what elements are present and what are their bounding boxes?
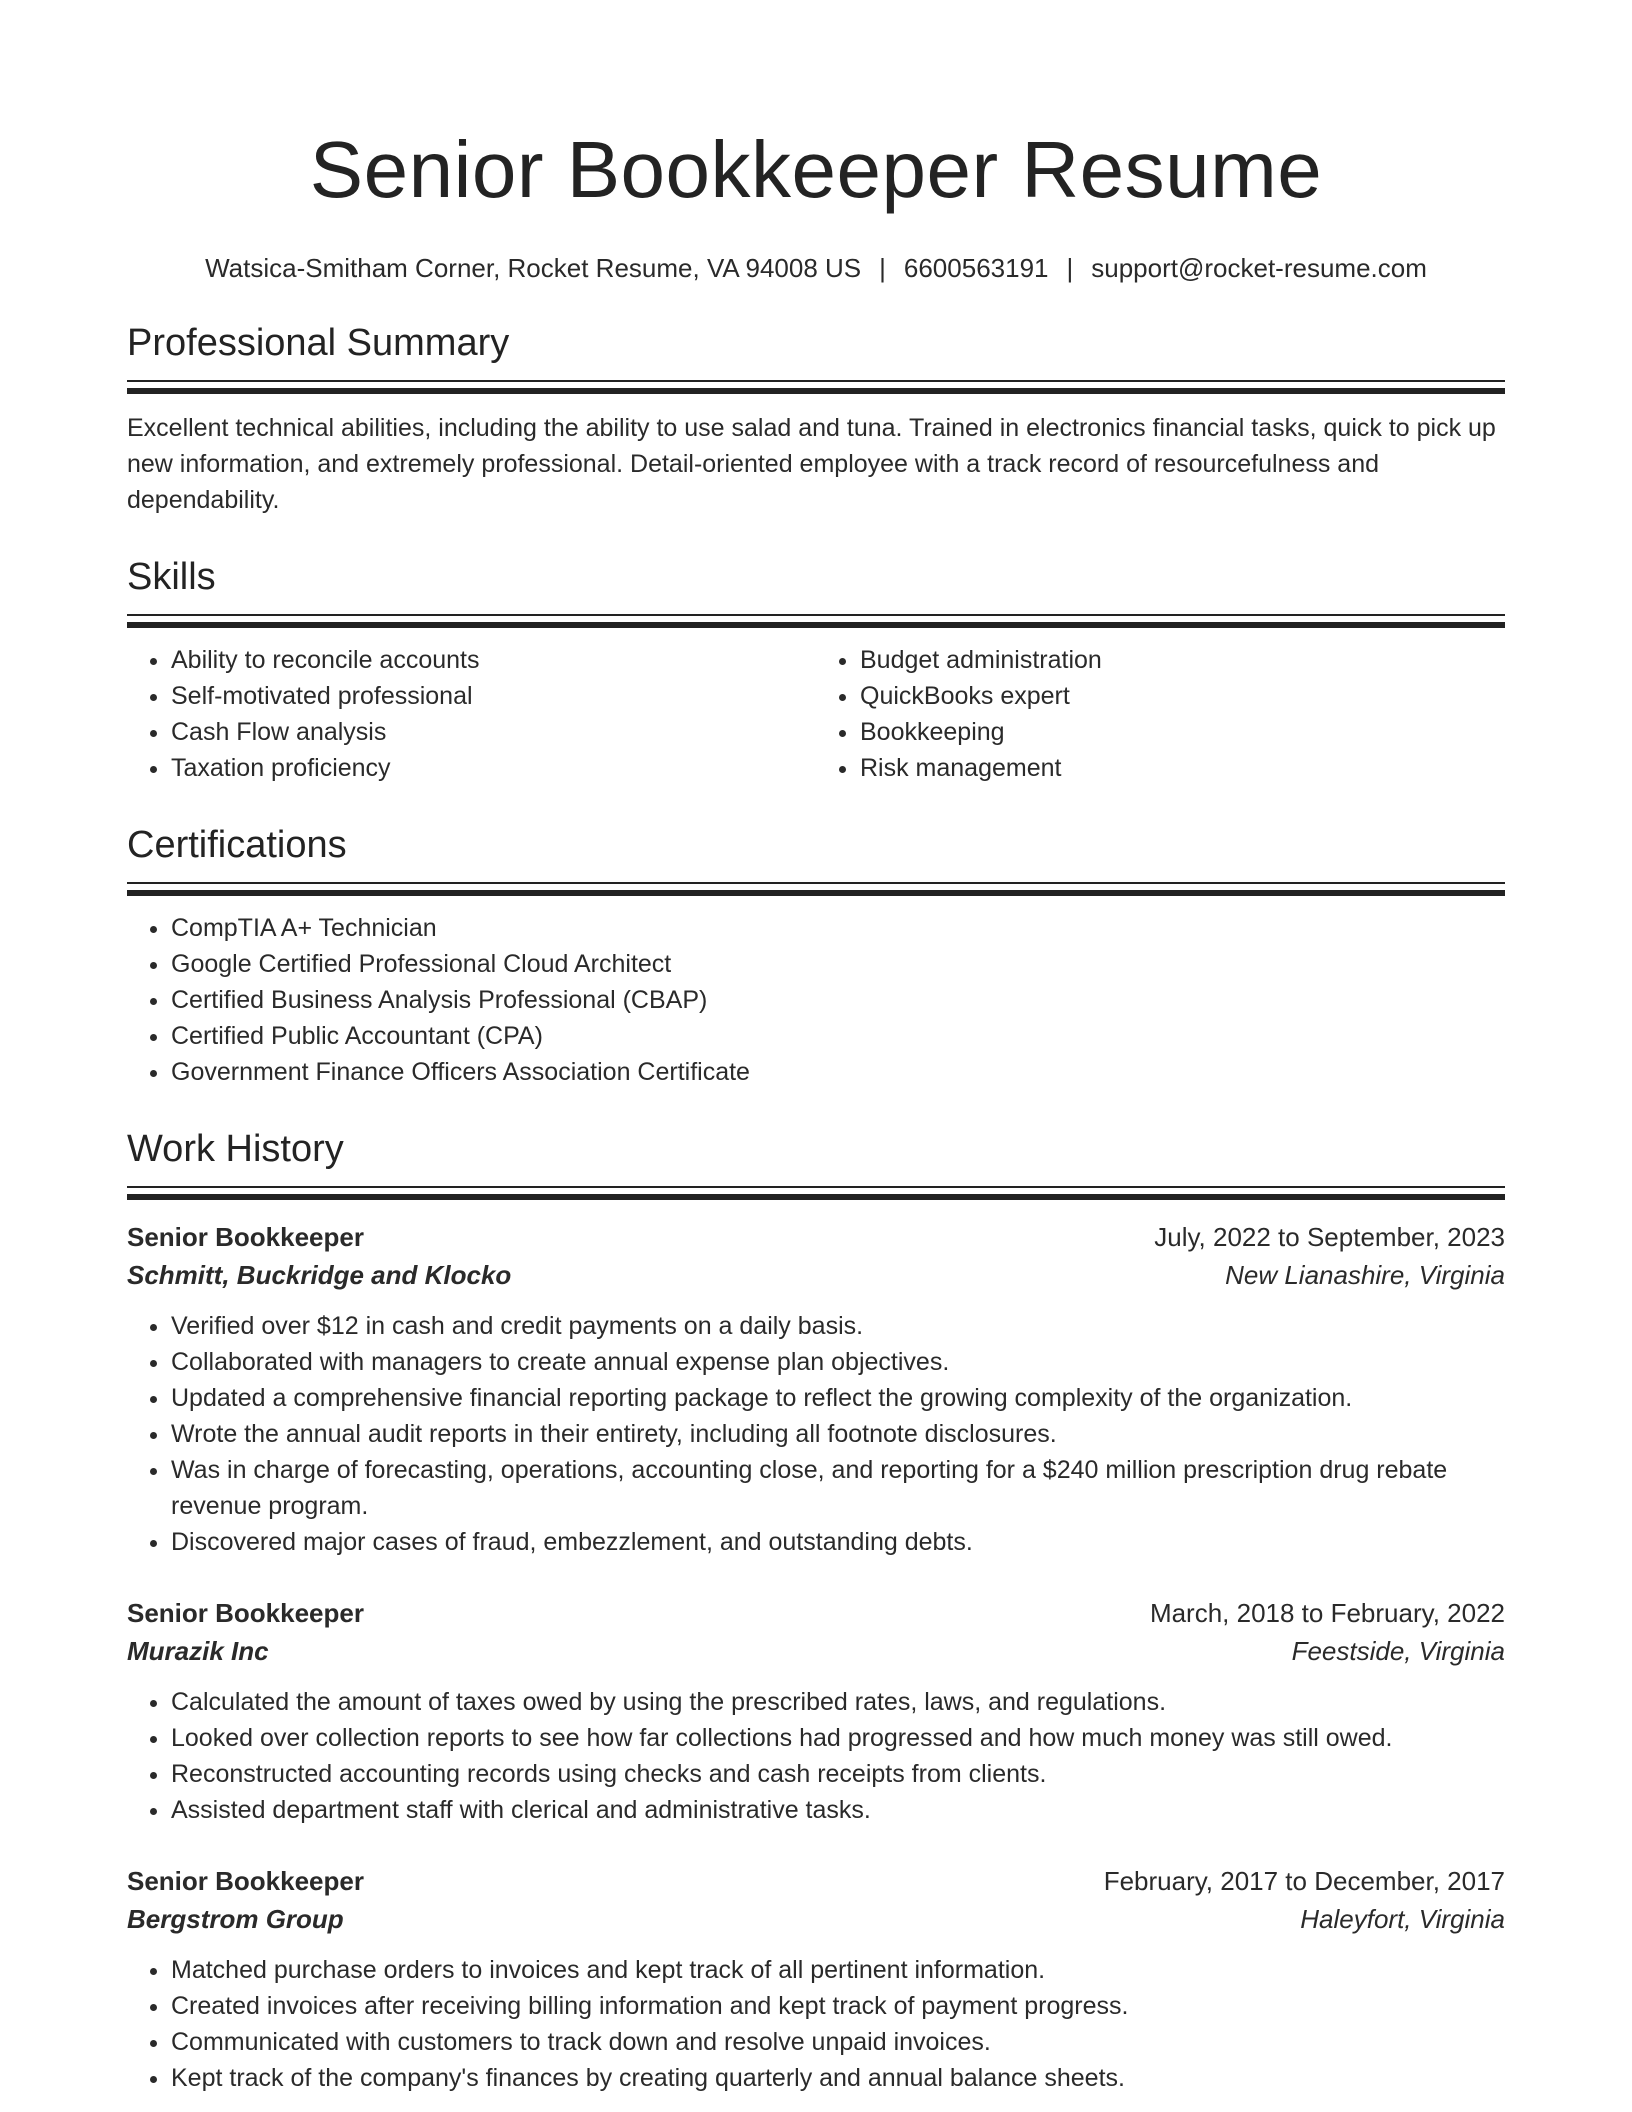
- job-bullet: • Discovered major cases of fraud, embezzlement, and outstanding debts.: [171, 1524, 1505, 1560]
- job-header-row: [127, 1594, 1505, 1632]
- job-bullet: • Looked over collection reports to see how far collections had progressed and how much money was still owed.: [171, 1720, 1505, 1756]
- resume-title: Senior Bookkeeper Resume: [309, 125, 1323, 214]
- job-employer-row: [127, 1900, 1505, 1938]
- job-dates: March, 2018 to February, 2022: [1149, 1598, 1505, 1628]
- section-divider: [127, 614, 1505, 628]
- contact-separator: |: [879, 253, 886, 283]
- section-divider: [127, 380, 1505, 394]
- skill-item: • Self-motivated professional: [171, 678, 816, 714]
- skill-item: • QuickBooks expert: [860, 678, 1505, 714]
- job-entry: [127, 1862, 1505, 2096]
- contact-line: [127, 252, 1505, 284]
- job-bullet: • Matched purchase orders to invoices and kept track of all pertinent information.: [171, 1952, 1505, 1988]
- job-entry: [127, 1218, 1505, 1560]
- work-history-section: [127, 1126, 1505, 2096]
- job-location: Haleyfort, Virginia: [1300, 1904, 1505, 1934]
- job-company: Schmitt, Buckridge and Klocko: [127, 1260, 512, 1290]
- skills-grid: [127, 642, 1505, 786]
- summary-section: [127, 320, 1505, 518]
- certifications-heading: Certifications: [127, 824, 347, 866]
- certification-item: • Certified Business Analysis Professional (CBAP): [171, 982, 1505, 1018]
- certifications-section: [127, 822, 1505, 1090]
- job-dates: February, 2017 to December, 2017: [1103, 1866, 1505, 1896]
- job-bullet: • Calculated the amount of taxes owed by using the prescribed rates, laws, and regulations.: [171, 1684, 1505, 1720]
- job-header-row: [127, 1862, 1505, 1900]
- job-bullet: • Created invoices after receiving billing information and kept track of payment progress.: [171, 1988, 1505, 2024]
- job-title: Senior Bookkeeper: [127, 1866, 364, 1896]
- skill-item: • Risk management: [860, 750, 1505, 786]
- skills-list-left: [127, 642, 816, 786]
- job-company: Bergstrom Group: [127, 1904, 344, 1934]
- job-header-row: [127, 1218, 1505, 1256]
- job-bullets: [127, 1952, 1505, 2096]
- skill-item: • Taxation proficiency: [171, 750, 816, 786]
- contact-address: Watsica-Smitham Corner, Rocket Resume, VA 94008 US: [205, 253, 862, 283]
- job-title: Senior Bookkeeper: [127, 1222, 364, 1252]
- skill-item: • Ability to reconcile accounts: [171, 642, 816, 678]
- certifications-list: [127, 910, 1505, 1090]
- skill-item: • Cash Flow analysis: [171, 714, 816, 750]
- job-company: Murazik Inc: [127, 1636, 269, 1666]
- job-employer-row: [127, 1632, 1505, 1670]
- job-bullets: [127, 1684, 1505, 1828]
- contact-email: support@rocket-resume.com: [1091, 253, 1427, 283]
- skills-section: [127, 554, 1505, 786]
- job-bullet: • Communicated with customers to track down and resolve unpaid invoices.: [171, 2024, 1505, 2060]
- certification-item: • Certified Public Accountant (CPA): [171, 1018, 1505, 1054]
- job-location: Feestside, Virginia: [1291, 1636, 1505, 1666]
- job-bullet: • Wrote the annual audit reports in their entirety, including all footnote disclosures.: [171, 1416, 1505, 1452]
- job-bullet: • Updated a comprehensive financial reporting package to reflect the growing complexity of the organization.: [171, 1380, 1505, 1416]
- skill-item: • Budget administration: [860, 642, 1505, 678]
- skills-heading: Skills: [127, 556, 216, 598]
- job-entry: [127, 1594, 1505, 1828]
- summary-text: Excellent technical abilities, including the ability to use salad and tuna. Trained in electronics financial tasks, quick to pick up new information, and extremely professional. Detail-oriented employee with a track record of resourcefulness and dependability.: [127, 414, 1496, 514]
- skills-list-right: [816, 642, 1505, 786]
- job-bullets: [127, 1308, 1505, 1560]
- job-bullet: • Assisted department staff with clerical and administrative tasks.: [171, 1792, 1505, 1828]
- work-history-heading: Work History: [127, 1128, 344, 1170]
- job-title: Senior Bookkeeper: [127, 1598, 364, 1628]
- job-employer-row: [127, 1256, 1505, 1294]
- section-divider: [127, 882, 1505, 896]
- certification-item: • CompTIA A+ Technician: [171, 910, 1505, 946]
- contact-phone: 6600563191: [903, 253, 1049, 283]
- certification-item: • Government Finance Officers Association Certificate: [171, 1054, 1505, 1090]
- job-bullet: • Reconstructed accounting records using checks and cash receipts from clients.: [171, 1756, 1505, 1792]
- summary-heading: Professional Summary: [127, 322, 510, 364]
- job-bullet: • Collaborated with managers to create annual expense plan objectives.: [171, 1344, 1505, 1380]
- job-bullet: • Verified over $12 in cash and credit payments on a daily basis.: [171, 1308, 1505, 1344]
- job-dates: July, 2022 to September, 2023: [1154, 1222, 1505, 1252]
- job-bullet: • Kept track of the company's finances by creating quarterly and annual balance sheets.: [171, 2060, 1505, 2096]
- certification-item: • Google Certified Professional Cloud Architect: [171, 946, 1505, 982]
- contact-separator: |: [1066, 253, 1074, 283]
- job-bullet: • Was in charge of forecasting, operations, accounting close, and reporting for a $240 million prescription drug rebate revenue program.: [171, 1452, 1505, 1524]
- section-divider: [127, 1186, 1505, 1200]
- job-location: New Lianashire, Virginia: [1225, 1260, 1505, 1290]
- skill-item: • Bookkeeping: [860, 714, 1505, 750]
